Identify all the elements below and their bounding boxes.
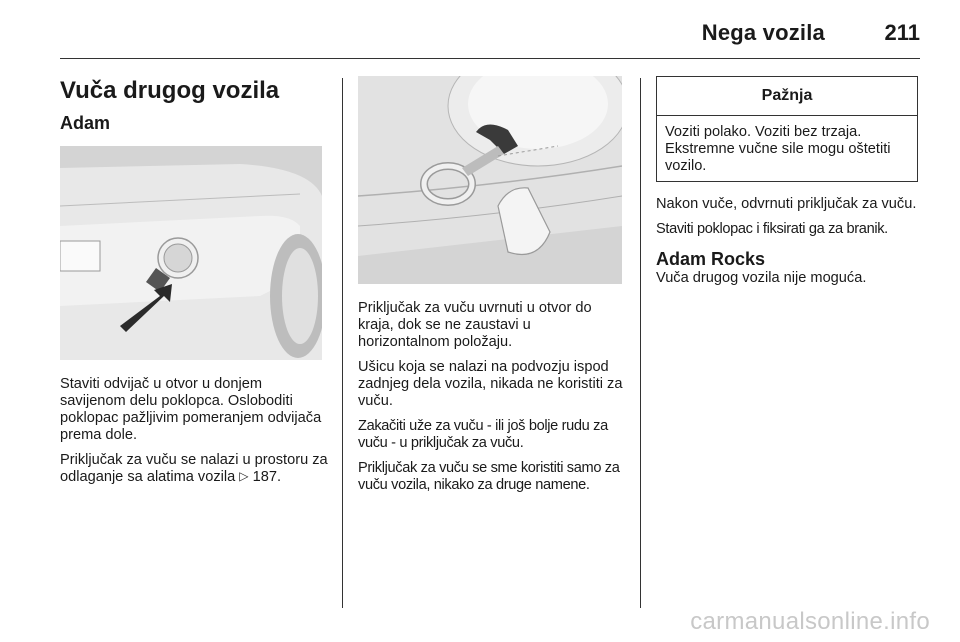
page-number: 211	[884, 20, 920, 45]
subsection-heading-adam: Adam	[60, 113, 111, 133]
section-heading: Vuča drugog vozila	[60, 77, 280, 104]
column-divider-2	[640, 78, 641, 608]
column-3	[656, 76, 922, 295]
column-2	[358, 76, 626, 502]
page-reference-link[interactable]: 187.	[252, 469, 281, 485]
caution-box	[656, 76, 918, 182]
towing-eye-illustration	[358, 76, 622, 284]
paragraph-attach-rope: Zakačiti uže za vuču - ili još bolje rudu za vuču - u priključak za vuču.	[358, 418, 608, 451]
rear-bumper-cover-illustration	[60, 146, 322, 360]
paragraph-underbody-eye: Ušicu koja se nalazi na podvozju ispod zadnjeg dela vozila, nikada ne koristiti za vuču.	[358, 359, 623, 409]
column-divider-1	[342, 78, 343, 608]
paragraph-use-only-for-towing: Priključak za vuču se sme koristiti samo za vuču vozila, nikako za druge namene.	[358, 460, 620, 493]
caption-paragraph-2-text: Priključak za vuču se nalazi u prostoru za odlaganje sa alatima vozila	[60, 452, 328, 485]
column-1	[60, 76, 328, 494]
caption-paragraph-2	[60, 452, 328, 486]
caution-text: Voziti polako. Voziti bez trzaja. Ekstremne vučne sile mogu oštetiti vozilo.	[665, 124, 891, 174]
caution-title: Pažnja	[657, 77, 917, 116]
paragraph-screw-in: Priključak za vuču uvrnuti u otvor do kraja, dok se ne zaustavi u horizontalnom položaju.	[358, 300, 592, 350]
header-section-title: Nega vozila	[701, 20, 825, 45]
triangle-reference-icon: ▷	[239, 469, 249, 483]
header-rule	[60, 58, 920, 59]
paragraph-refit-cover: Staviti poklopac i fiksirati ga za branik.	[656, 221, 888, 237]
paragraph-unscrew-after-towing: Nakon vuče, odvrnuti priključak za vuču.	[656, 196, 917, 212]
paragraph-towing-not-possible: Vuča drugog vozila nije moguća.	[656, 270, 867, 286]
subsection-heading-adam-rocks: Adam Rocks	[656, 249, 766, 269]
watermark: carmanualsonline.info	[690, 608, 930, 635]
caption-paragraph-1: Staviti odvijač u otvor u donjem savijenom delu poklopca. Osloboditi poklopac pažljivim pomeranjem odvijača prema dole.	[60, 376, 322, 443]
